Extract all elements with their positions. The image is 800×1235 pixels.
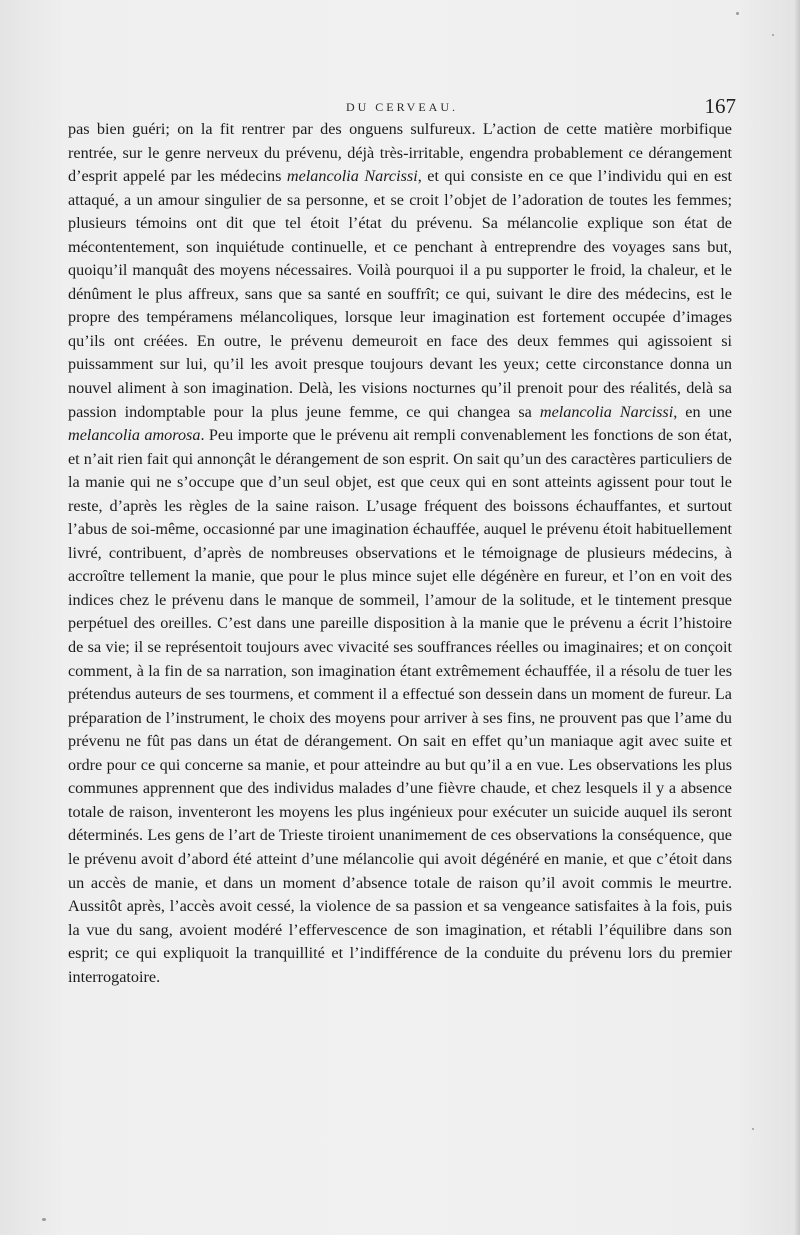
paper-speck	[752, 1128, 754, 1130]
text-segment: pas bien guéri; on la fit rentrer par des onguens sulfureux. L’action de cette matière morbifique rentrée, sur le genre nerveux du prévenu, déjà très-irritable, engendra probablement ce dérangement d’esprit appelé par les médecins	[68, 120, 732, 186]
running-title: DU CERVEAU.	[345, 100, 459, 114]
italic-term: melancolia amorosa	[68, 426, 201, 445]
paper-speck	[772, 34, 774, 36]
text-segment: , en une	[673, 402, 732, 421]
page-edge-shadow	[794, 0, 800, 1235]
text-segment: , et qui consiste en ce que l’individu qui en est attaqué, a un amour singulier de sa personne, et se croit l’objet de l’adoration de toutes les femmes; plusieurs témoins ont dit que tel étoit l’état du prévenu. Sa mélancolie explique son état de mécontentement, son inquiétude continuelle, et ce penchant à entreprendre des voyages sans but, quoiqu’il manquât des moyens nécessaires. Voilà pourquoi il a pu supporter le froid, la chaleur, et le dénûment le plus affreux, sans que sa santé en souffrît; ce qui, suivant le dire des médecins, est le propre des tempéramens mélancoliques, lorsque leur imagination est fortement occupée d’images qu’ils ont créées. En outre, le prévenu demeuroit en face des deux femmes qui agissoient si puissamment sur lui, qu’il les avoit presque toujours devant les yeux; cette circonstance donna un nouvel aliment à son imagination. Delà, les visions nocturnes qu’il prenoit pour des réalités, delà sa passion indomptable pour la plus jeune femme, ce qui changea sa	[68, 167, 733, 421]
italic-term: melancolia Narcissi	[286, 167, 418, 186]
body-paragraph	[68, 118, 732, 989]
text-segment: . Peu importe que le prévenu ait rempli convenablement les fonctions de son état, et n’ait rien fait qui annonçât le dérangement de son esprit. On sait qu’un des caractères particuliers de la manie qui ne s’occupe que d’un seul objet, est que ceux qui en sont atteints agissent pour tout le reste, d’après les règles de la saine raison. L’usage fréquent des boissons échauffantes, et surtout l’abus de soi-même, occasionné par une imagination échauffée, auquel le prévenu étoit habituellement livré, contribuent, d’après de nombreuses observations et le témoignage de plusieurs médecins, à accroître tellement la manie, que pour le plus mince sujet elle dégénère en fureur, et l’on en voit des indices chez le prévenu dans le manque de sommeil, l’amour de la solitude, et le tintement presque perpétuel des oreilles. C’est dans une pareille disposition à la manie que le prévenu a écrit l’histoire de sa vie; il se représentoit toujours avec vivacité ses souffrances réelles ou imaginaires; et on conçoit comment, à la fin de sa narration, son imagination étant extrêmement échauffée, il a résolu de tuer les prétendus auteurs de ses tourmens, et comment il a effectué son dessein dans un moment de fureur. La préparation de l’instrument, le choix des moyens pour arriver à ses fins, ne prouvent pas que l’ame du prévenu ne fût pas dans un état de dérangement. On sait en effet qu’un maniaque agit avec suite et ordre pour ce qui concerne sa manie, et pour atteindre au but qu’il a en vue. Les observations les plus communes apprennent que des individus malades d’une fièvre chaude, et chez lesquels il y a absence totale de raison, inventeront les moyens les plus ingénieux pour exécuter un suicide auquel ils seront déterminés. Les gens de l’art de Trieste tiroient unanimement de ces observations la conséquence, que le prévenu avoit d’abord été atteint d’une mélancolie qui avoit dégénéré en manie, et que c’étoit dans un accès de manie, et dans un moment d’absence totale de raison qu’il avoit commis le meurtre. Aussitôt après, l’accès avoit cessé, la violence de sa passion et sa vengeance satisfaites à la fois, puis la vue du sang, avoient modéré l’effervescence de son imagination, et rétabli l’équilibre dans son esprit; ce qui expliquoit la tranquillité et l’indifférence de la conduite du prévenu lors du premier interrogatoire.	[68, 426, 732, 986]
paper-speck	[42, 1218, 46, 1221]
italic-term: melancolia Narcissi	[539, 402, 674, 421]
paper-speck	[736, 12, 739, 15]
page-number: 167	[704, 94, 736, 118]
